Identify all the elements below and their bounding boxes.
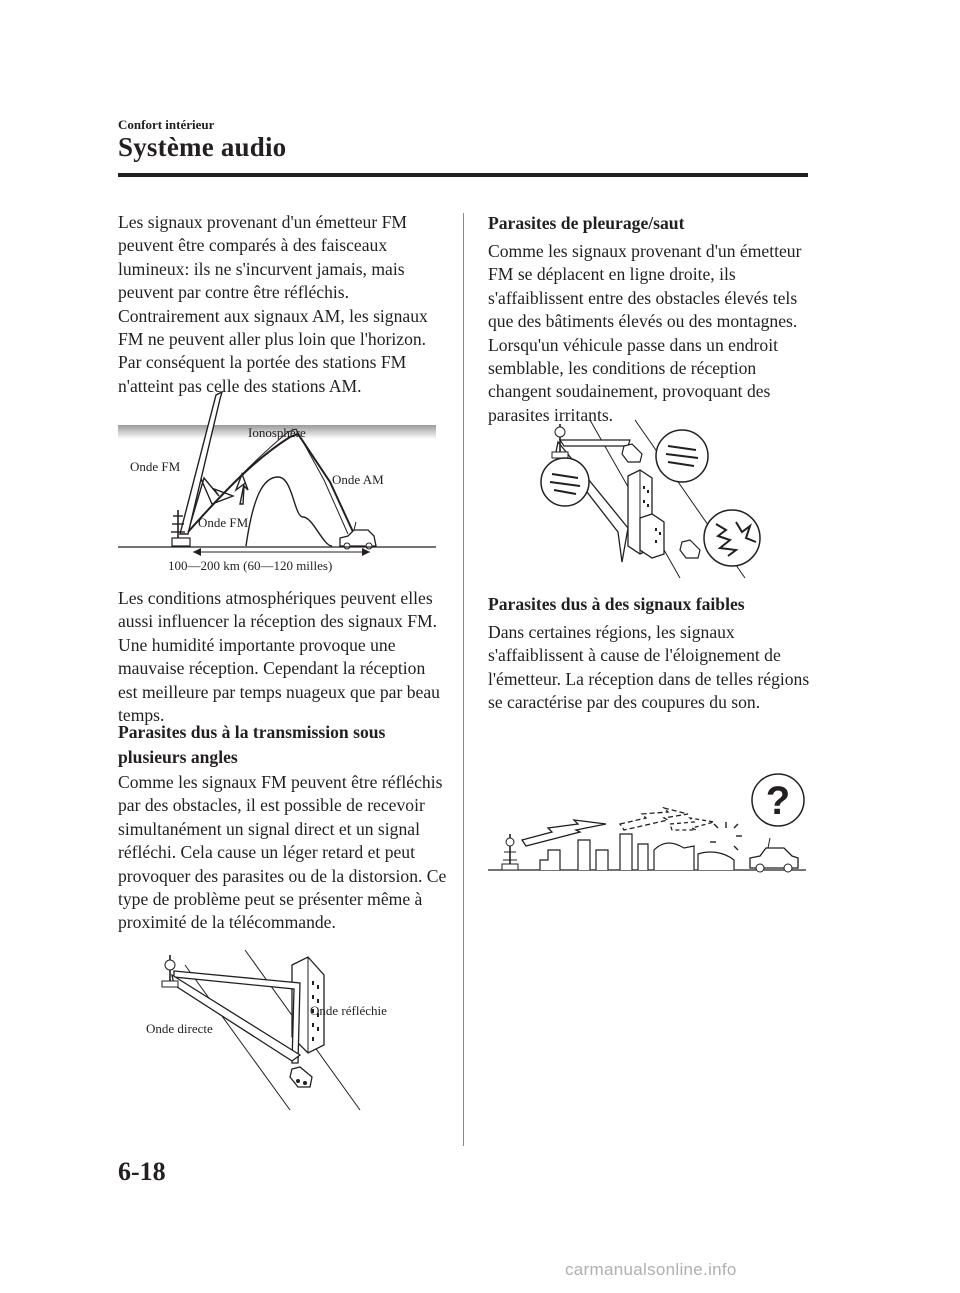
heading-weak-signal: Parasites dus à des signaux faibles bbox=[488, 594, 745, 614]
label-reflected-wave: Onde réfléchie bbox=[310, 1003, 387, 1018]
paragraph-flutter: Comme les signaux provenant d'un émetteur FM se déplacent en ligne droite, ils s'affaiblissent entre des obstacles élevés tels que des bâtiments élevés ou des montagnes. Lorsqu'un véhicule passe dans un endroit semblable, les conditions de réception changent soudainement, provoquant des parasites irritants. bbox=[488, 241, 802, 425]
label-direct-wave: Onde directe bbox=[146, 1021, 213, 1036]
paragraph-fm-beams: Les signaux provenant d'un émetteur FM peuvent être comparés à des faisceaux lumineux: ils ne s'incurvent jamais, mais peuvent par contre être réfléchis. Contrairement aux signaux AM, les signaux FM ne peuvent aller plus loin que l'horizon. Par conséquent la portée des stations FM n'atteint pas celle des stations AM. bbox=[118, 212, 428, 396]
watermark: carmanualsonline.info bbox=[565, 1260, 737, 1279]
heading-multipath: Parasites dus à la transmission sous plusieurs angles bbox=[118, 722, 386, 767]
figure-multipath bbox=[140, 945, 410, 1115]
fm-wave-escape bbox=[180, 392, 222, 534]
car-icon bbox=[290, 1067, 312, 1087]
paragraph-atmospheric: Les conditions atmosphériques peuvent elles aussi influencer la réception des signaux FM. Une humidité importante provoque une mauvaise réception. Cependant la réception est meilleure par temps nuageux que par beau temps. bbox=[118, 588, 440, 726]
section-label: Confort intérieur bbox=[118, 117, 215, 132]
mountain-shape bbox=[246, 477, 332, 546]
label-ionosphere: Ionosphère bbox=[248, 425, 306, 440]
paragraph-weak-signal: Dans certaines régions, les signaux s'affaiblissent à cause de l'éloignement de l'émetteur. La réception dans de telles régions se caractérise par des coupures du son. bbox=[488, 622, 810, 713]
svg-text:?: ? bbox=[765, 779, 791, 823]
title-rule bbox=[118, 173, 808, 177]
transmitter-tower-icon bbox=[502, 834, 518, 870]
figure-flutter bbox=[530, 418, 770, 583]
skyline-shape bbox=[540, 834, 734, 870]
label-am-wave: Onde AM bbox=[332, 472, 384, 487]
static-burst-icon bbox=[710, 822, 742, 850]
strong-signal-arrow bbox=[522, 820, 606, 846]
weak-signal-arrow bbox=[670, 818, 714, 830]
label-fm-wave-low: Onde FM bbox=[198, 515, 249, 530]
label-distance: 100—200 km (60—120 milles) bbox=[168, 558, 333, 573]
question-bubble-icon bbox=[752, 774, 804, 826]
page-title: Système audio bbox=[118, 132, 287, 162]
figure-fm-am-propagation bbox=[118, 392, 438, 577]
paragraph-multipath: Comme les signaux FM peuvent être réfléchis par des obstacles, il est possible de recevoir simultanément un signal direct et un signal réfléchi. Cela cause un léger retard et peut provoquer des parasites ou de la distorsion. Ce type de problème peut se présenter même à proximité de la télécommande. bbox=[118, 772, 447, 933]
signal-arrow bbox=[560, 440, 630, 446]
figure-weak-signal bbox=[488, 770, 808, 875]
car-icon bbox=[750, 838, 798, 872]
heading-flutter: Parasites de pleurage/saut bbox=[488, 213, 685, 233]
page-number: 6-18 bbox=[118, 1157, 166, 1186]
building-icon bbox=[628, 470, 664, 558]
label-fm-wave-top: Onde FM bbox=[130, 459, 181, 474]
column-divider bbox=[463, 213, 464, 1146]
car-icon bbox=[340, 522, 376, 549]
